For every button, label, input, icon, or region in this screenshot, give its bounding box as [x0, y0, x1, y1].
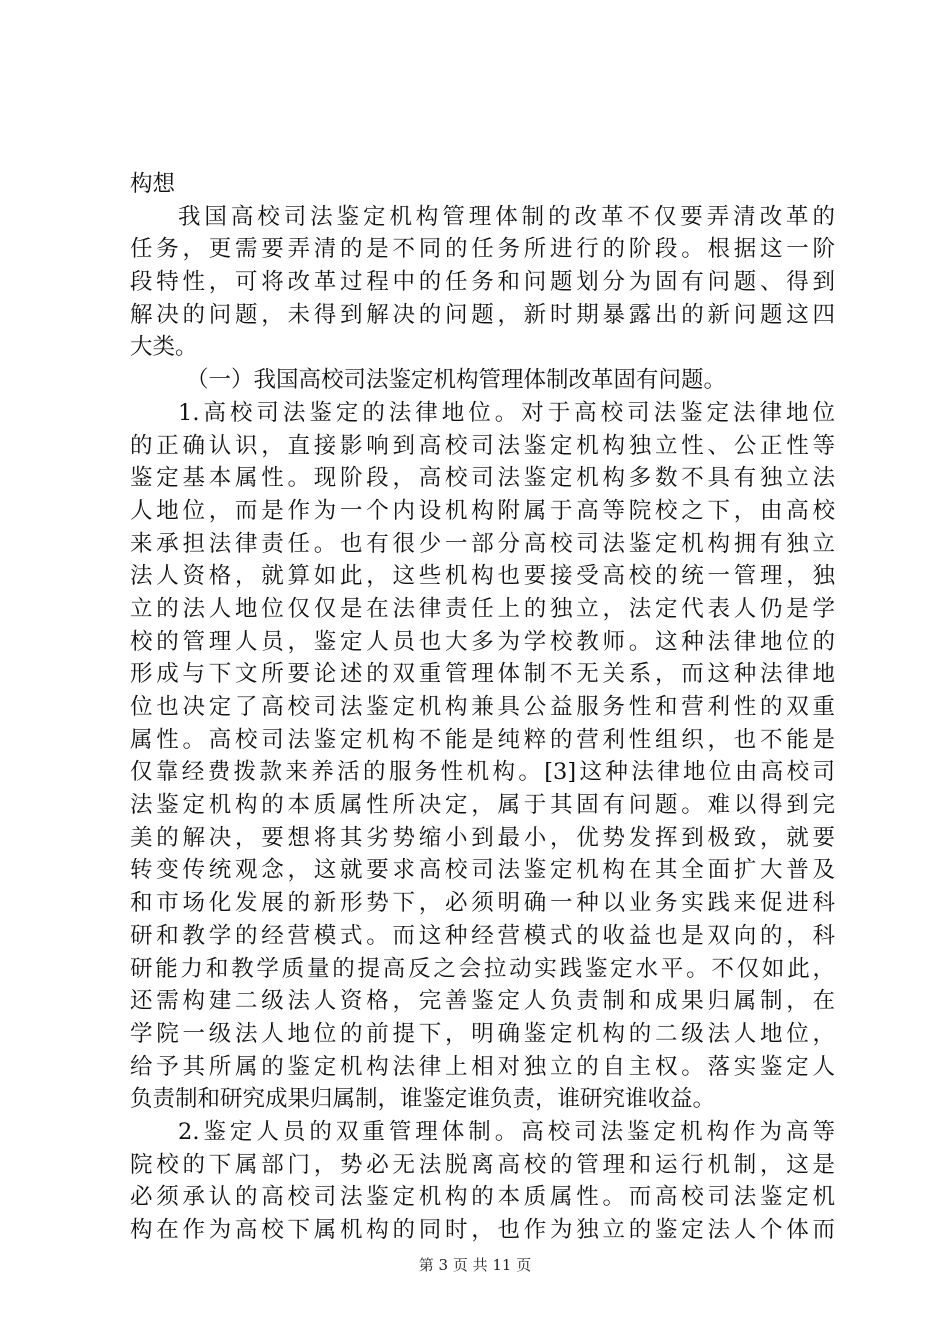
- text-line: 属性。高校司法鉴定机构不能是纯粹的营利性组织，也不能是: [130, 726, 835, 753]
- text-line: 研能力和教学质量的提高反之会拉动实践鉴定水平。不仅如此，: [130, 955, 835, 982]
- text-line: 负责制和研究成果归属制，谁鉴定谁负责，谁研究谁收益。: [130, 1086, 716, 1113]
- text-line: 的正确认识，直接影响到高校司法鉴定机构独立性、公正性等: [130, 432, 835, 459]
- text-line: 构想: [130, 171, 176, 197]
- text-line: 来承担法律责任。也有很少一部分高校司法鉴定机构拥有独立: [130, 530, 835, 557]
- text-line: 必须承认的高校司法鉴定机构的本质属性。而高校司法鉴定机: [130, 1184, 835, 1211]
- text-line: 研和教学的经营模式。而这种经营模式的收益也是双向的，科: [130, 922, 835, 949]
- text-line: 任务，更需要弄清的是不同的任务所进行的阶段。根据这一阶: [130, 236, 835, 263]
- text-line: 立的法人地位仅仅是在法律责任上的独立，法定代表人仍是学: [130, 595, 835, 622]
- text-line: 形成与下文所要论述的双重管理体制不无关系，而这种法律地: [130, 661, 835, 688]
- text-line: 2.鉴定人员的双重管理体制。高校司法鉴定机构作为高等: [178, 1118, 835, 1145]
- text-line: 人地位，而是作为一个内设机构附属于高等院校之下，由高校: [130, 497, 835, 524]
- text-line: 位也决定了高校司法鉴定机构兼具公益服务性和营利性的双重: [130, 694, 835, 720]
- text-line: 转变传统观念，这就要求高校司法鉴定机构在其全面扩大普及: [130, 857, 835, 884]
- text-line: 还需构建二级法人资格，完善鉴定人负责制和成果归属制，在: [130, 988, 835, 1015]
- text-line: 给予其所属的鉴定机构法律上相对独立的自主权。落实鉴定人: [130, 1053, 835, 1080]
- text-line: 我国高校司法鉴定机构管理体制的改革不仅要弄清改革的: [178, 203, 835, 230]
- document-body: [130, 168, 835, 1247]
- text-line: 校的管理人员，鉴定人员也大多为学校教师。这种法律地位的: [130, 628, 835, 655]
- text-line: （一）我国高校司法鉴定机构管理体制改革固有问题。: [186, 367, 727, 394]
- text-line: 学院一级法人地位的前提下，明确鉴定机构的二级法人地位，: [130, 1020, 835, 1047]
- text-line: 构在作为高校下属机构的同时，也作为独立的鉴定法人个体而: [130, 1217, 835, 1243]
- text-line: 解决的问题，未得到解决的问题，新时期暴露出的新问题这四: [130, 301, 835, 328]
- text-line: 法鉴定机构的本质属性所决定，属于其固有问题。难以得到完: [130, 792, 835, 819]
- text-line: 院校的下属部门，势必无法脱离高校的管理和运行机制，这是: [130, 1151, 835, 1178]
- text-line: 和市场化发展的新形势下，必须明确一种以业务实践来促进科: [130, 890, 835, 917]
- text-line: 大类。: [130, 334, 198, 361]
- text-line: 美的解决，要想将其劣势缩小到最小，优势发挥到极致，就要: [130, 824, 835, 851]
- text-line: 段特性，可将改革过程中的任务和问题划分为固有问题、得到: [130, 269, 835, 296]
- text-line: 1.高校司法鉴定的法律地位。对于高校司法鉴定法律地位: [178, 399, 835, 426]
- text-line: 仅靠经费拨款来养活的服务性机构。[3]这种法律地位由高校司: [130, 759, 835, 786]
- text-line: 鉴定基本属性。现阶段，高校司法鉴定机构多数不具有独立法: [130, 465, 835, 492]
- page-footer: 第 3 页 共 11 页: [418, 1256, 532, 1274]
- text-line: 法人资格，就算如此，这些机构也要接受高校的统一管理，独: [130, 563, 835, 590]
